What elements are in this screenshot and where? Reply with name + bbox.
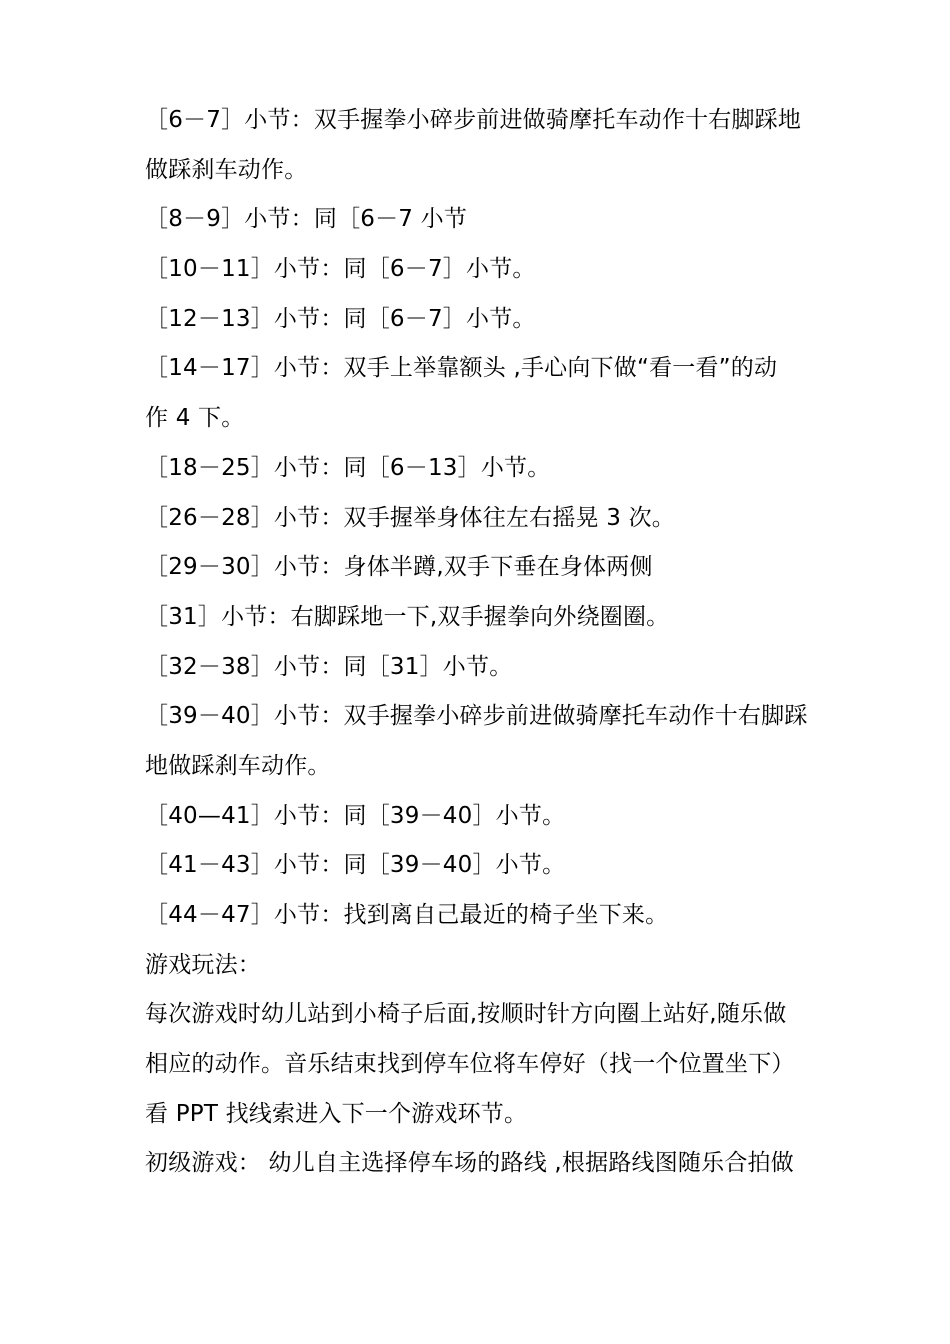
text-line: 相应的动作。音乐结束找到停车位将车停好（找一个位置坐下）: [145, 1051, 795, 1078]
text-line: ［12－13］小节：同［6－7］小节。: [145, 305, 536, 332]
text-line: ［32－38］小节：同［31］小节。: [145, 653, 513, 680]
text-line: 地做踩刹车动作。: [145, 752, 331, 779]
text-line: ［8－9］小节：同［6－7 小节: [145, 206, 468, 233]
text-line: ［10－11］小节：同［6－7］小节。: [145, 256, 536, 283]
text-line: ［40—41］小节：同［39－40］小节。: [145, 802, 566, 829]
text-line: 看 PPT 找线索进入下一个游戏环节。: [145, 1100, 528, 1127]
text-line: ［18－25］小节：同［6－13］小节。: [145, 454, 551, 481]
text-line: 做踩刹车动作。: [145, 156, 308, 183]
text-line: 作 4 下。: [145, 405, 245, 432]
text-line: 初级游戏： 幼儿自主选择停车场的路线 ,根据路线图随乐合拍做: [145, 1150, 794, 1177]
section-heading: 游戏玩法：: [145, 951, 261, 978]
text-line: ［14－17］小节：双手上举靠额头 ,手心向下做“看一看”的动: [145, 355, 778, 382]
text-line: ［44－47］小节：找到离自己最近的椅子坐下来。: [145, 902, 669, 928]
text-line: ［41－43］小节：同［39－40］小节。: [145, 852, 566, 879]
text-line: ［31］小节：右脚踩地一下,双手握拳向外绕圈圈。: [145, 603, 670, 630]
document-body: [145, 96, 810, 1189]
text-line: ［39－40］小节：双手握拳小碎步前进做骑摩托车动作十右脚踩: [145, 703, 808, 730]
text-line: 每次游戏时幼儿站到小椅子后面,按顺时针方向圈上站好,随乐做: [145, 1001, 787, 1028]
text-line: ［29－30］小节：身体半蹲,双手下垂在身体两侧: [145, 554, 653, 581]
text-line: ［6－7］小节：双手握拳小碎步前进做骑摩托车动作十右脚踩地: [145, 107, 802, 133]
text-line: ［26－28］小节：双手握举身体往左右摇晃 3 次。: [145, 504, 675, 531]
